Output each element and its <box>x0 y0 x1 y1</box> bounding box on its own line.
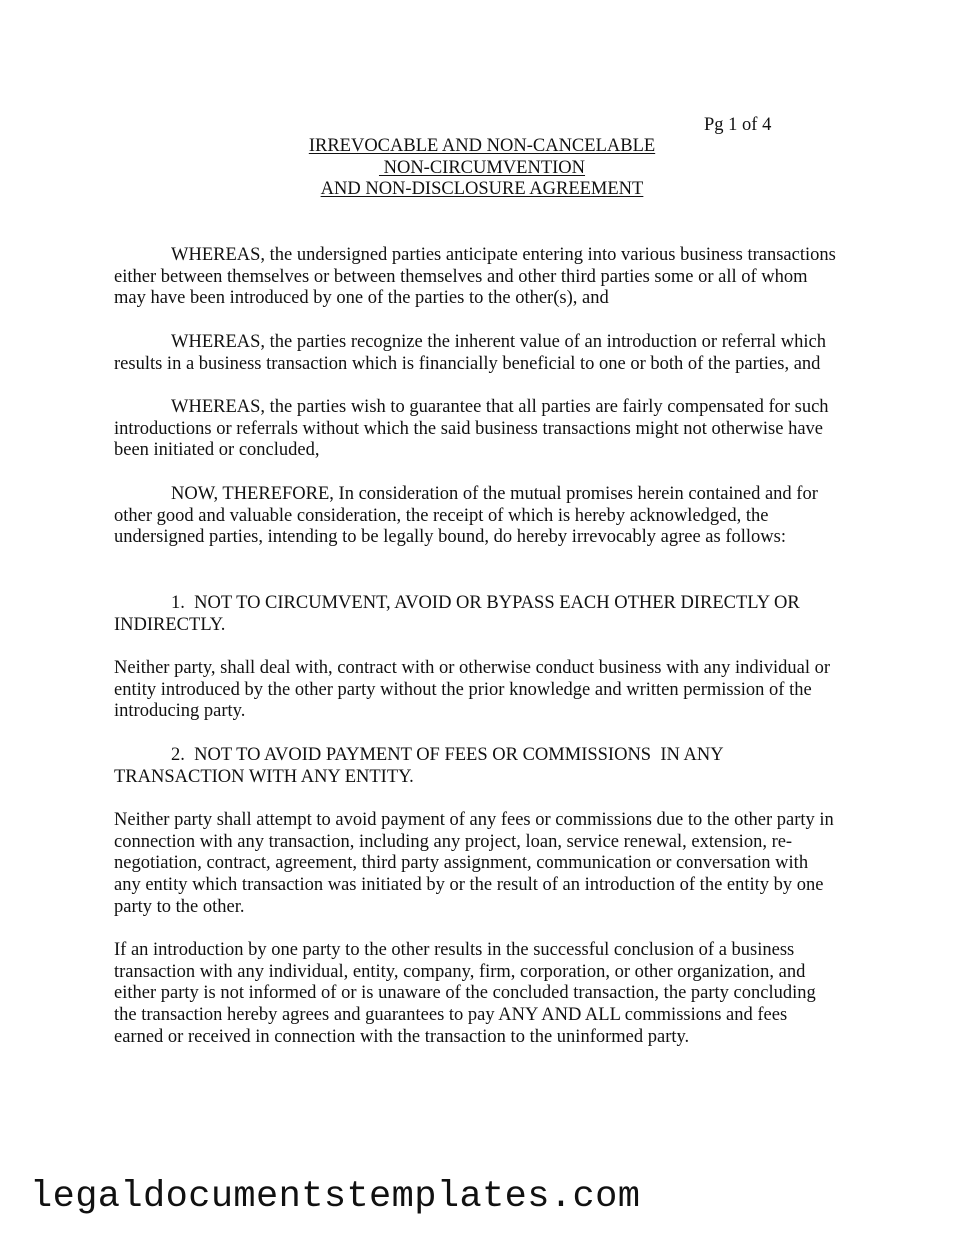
paragraph-line: the transaction hereby agrees and guarantees to pay ANY AND ALL commissions and fees <box>114 1005 788 1026</box>
paragraph-line: If an introduction by one party to the other results in the successful conclusion of a business <box>114 940 795 960</box>
section-2-heading <box>114 745 854 788</box>
paragraph-line: Neither party shall attempt to avoid payment of any fees or commissions due to the other party in <box>114 810 834 830</box>
paragraph-line: other good and valuable consideration, the receipt of which is hereby acknowledged, the <box>114 505 769 526</box>
paragraph-line: Neither party, shall deal with, contract with or otherwise conduct business with any individual or <box>114 658 831 678</box>
section-1-body <box>114 658 854 723</box>
whereas-paragraph-2 <box>114 332 854 375</box>
paragraph-line: 2. NOT TO AVOID PAYMENT OF FEES OR COMMISSIONS IN ANY <box>171 745 724 765</box>
title-line-text: AND NON-DISCLOSURE AGREEMENT <box>320 179 644 200</box>
paragraph-line: connection with any transaction, including any project, loan, service renewal, extension, re- <box>114 831 793 852</box>
title-line <box>0 136 964 158</box>
paragraph-line: NOW, THEREFORE, In consideration of the mutual promises herein contained and for <box>171 484 818 504</box>
introduction-paragraph <box>114 940 854 1049</box>
paragraph-line: transaction with any individual, entity, company, firm, corporation, or other organization, and <box>114 961 806 982</box>
paragraph-line: any entity which transaction was initiated by or the result of an introduction of the entity by one <box>114 875 824 896</box>
now-therefore-paragraph <box>114 484 854 549</box>
paragraph-line: results in a business transaction which is financially beneficial to one or both of the parties, and <box>114 353 821 374</box>
paragraph-line: undersigned parties, intending to be legally bound, do hereby irrevocably agree as follows: <box>114 527 786 548</box>
title-line-text: NON-CIRCUMVENTION <box>378 157 586 178</box>
paragraph-line: introductions or referrals without which the said business transactions might not otherwise have <box>114 418 824 439</box>
paragraph-line: introducing party. <box>114 701 246 722</box>
paragraph-line: TRANSACTION WITH ANY ENTITY. <box>114 766 414 787</box>
section-2-body <box>114 810 854 919</box>
page-number: Pg 1 of 4 <box>704 115 772 135</box>
paragraph-line: INDIRECTLY. <box>114 614 226 635</box>
watermark: legaldocumentstemplates.com <box>30 1176 641 1218</box>
paragraph-line: may have been introduced by one of the parties to the other(s), and <box>114 288 609 309</box>
paragraph-line: party to the other. <box>114 896 245 917</box>
paragraph-line: WHEREAS, the undersigned parties anticipate entering into various business transactions <box>171 245 836 265</box>
title-line-text: IRREVOCABLE AND NON-CANCELABLE <box>308 136 656 156</box>
title-line <box>0 179 964 201</box>
whereas-paragraph-3 <box>114 397 854 462</box>
paragraph-line: WHEREAS, the parties wish to guarantee that all parties are fairly compensated for such <box>171 397 829 417</box>
paragraph-line: earned or received in connection with the transaction to the uninformed party. <box>114 1026 690 1047</box>
title-line <box>0 158 964 180</box>
paragraph-line: 1. NOT TO CIRCUMVENT, AVOID OR BYPASS EACH OTHER DIRECTLY OR <box>171 593 800 613</box>
paragraph-line: either between themselves or between themselves and other third parties some or all of whom <box>114 266 808 287</box>
paragraph-line: WHEREAS, the parties recognize the inherent value of an introduction or referral which <box>171 332 826 352</box>
section-1-heading <box>114 593 854 636</box>
whereas-paragraph-1 <box>114 245 854 310</box>
paragraph-line: been initiated or concluded, <box>114 440 320 461</box>
paragraph-line: entity introduced by the other party without the prior knowledge and written permission of the <box>114 679 812 700</box>
paragraph-line: negotiation, contract, agreement, third party assignment, communication or conversation with <box>114 853 809 874</box>
paragraph-line: either party is not informed of or is unaware of the concluded transaction, the party concluding <box>114 983 816 1004</box>
document-title <box>0 136 964 201</box>
